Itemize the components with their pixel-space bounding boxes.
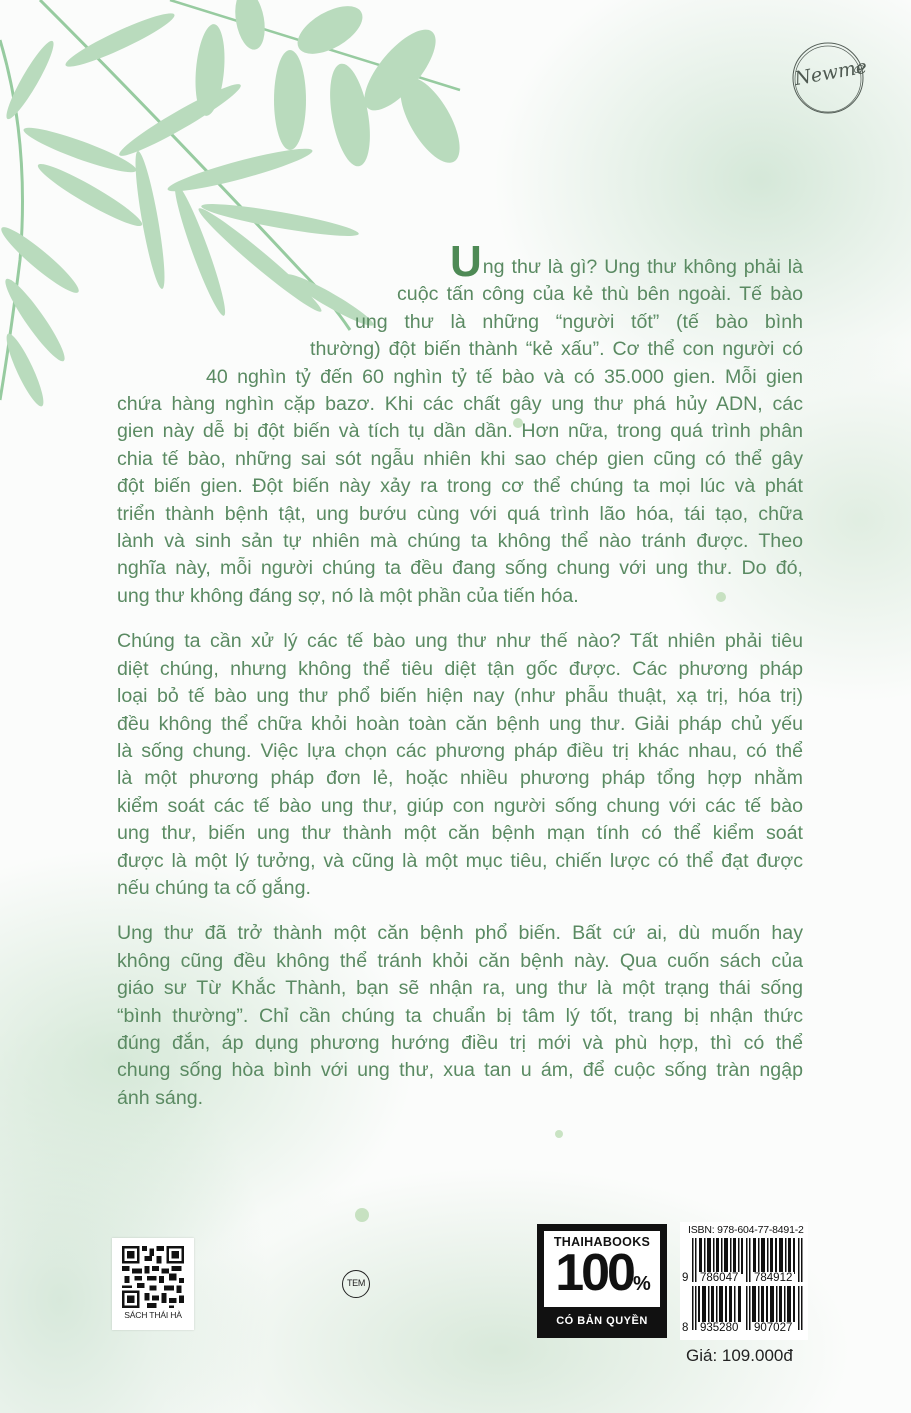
qr-caption: SÁCH THÁI HÀ <box>124 1310 182 1320</box>
copyright-badge <box>537 1224 667 1338</box>
barcode2-left: 935280 <box>700 1322 739 1334</box>
isbn-label: ISBN: 978-604-77-8491-2 <box>688 1224 804 1236</box>
qr-code-card[interactable] <box>112 1238 194 1330</box>
badge-percent: 100% <box>555 1244 651 1302</box>
isbn-barcode-block <box>680 1222 808 1340</box>
logo-text: Newme <box>792 55 869 91</box>
badge-strip: CÓ BẢN QUYỀN <box>540 1307 664 1335</box>
stamp-placeholder: TEM <box>342 1270 370 1298</box>
paragraph-1: Ung thư là gì? Ung thư không phải là cuộc tấn công của kẻ thù bên ngoài. Tế bào ung thư là những “người tốt” (tế bào bình thường) đột biến thành “kẻ xấu”. Cơ thể con người có 40 nghìn tỷ đến 60 nghìn tỷ tế bào và có 35.000 gien. Mỗi gien chứa hàng nghìn cặp bazơ. Khi các chất gây ung thư phá hủy ADN, các gien này dễ bị đột biến và tích tụ dần dần. Hơn nữa, trong quá trình phân chia tế bào, những sai sót ngẫu nhiên khi sao chép gien cũng có thể gây đột biến gien. Đột biến này xảy ra trong cơ thể chúng ta mọi lúc và phát triển thành bệnh tật, ung bướu cùng với quá trình lão hóa, tái tạo, chữa lành và sinh sản tự nhiên mà chúng ta không thể nào tránh được. Theo nghĩa này, mỗi người chúng ta đều đang sống chung với ung thư. Do đó, ung thư không đáng sợ, nó là một phần của tiến hóa. <box>117 237 803 607</box>
decorative-dot <box>555 1130 563 1138</box>
paragraph-3: Ung thư đã trở thành một căn bệnh phổ biến. Bất cứ ai, dù muốn hay không cũng đều không thể tránh khỏi căn bệnh này. Qua cuốn sách của giáo sư Từ Khắc Thành, bạn sẽ nhận ra, ung thư là một trạng thái sống “bình thường”. Chỉ cần chúng ta chuẩn bị tâm lý tốt, trang bị nhận thức đúng đắn, áp dụng phương hướng điều trị mới và phù hợp, thì có thể chung sống hòa bình với ung thư, xua tan u ám, để cuộc sống tràn ngập ánh sáng. <box>117 922 803 1109</box>
publisher-logo <box>790 40 869 116</box>
barcode1-right: 784912 <box>754 1272 793 1284</box>
barcode1-left: 786047 <box>700 1272 739 1284</box>
dropcap: U <box>450 237 482 286</box>
qr-code-icon <box>122 1246 184 1308</box>
badge-brand: THAIHABOOKS <box>553 1235 651 1249</box>
barcode2-lead: 8 <box>682 1322 689 1334</box>
price-label: Giá: 109.000đ <box>686 1346 793 1365</box>
barcode2-right: 907027 <box>754 1322 793 1334</box>
decorative-dot <box>355 1208 369 1222</box>
barcode1-lead: 9 <box>682 1272 689 1284</box>
paragraph-2: Chúng ta cần xử lý các tế bào ung thư như thế nào? Tất nhiên phải tiêu diệt chúng, nhưng không thể tiêu diệt tận gốc được. Các phương pháp loại bỏ tế bào ung thư phổ biến hiện nay (như phẫu thuật, xạ trị, hóa trị) đều không thể chữa khỏi hoàn toàn căn bệnh ung thư. Giải pháp chủ yếu là sống chung. Việc lựa chọn các phương pháp điều trị khác nhau, có thể là một phương pháp đơn lẻ, hoặc nhiều phương pháp tổng hợp nhằm kiểm soát các tế bào ung thư, giúp con người sống chung với các tế bào ung thư, biến ung thư thành một căn bệnh mạn tính có thể kiểm soát được là một lý tưởng, và cũng là một mục tiêu, chiến lược có thể đạt được nếu chúng ta cố gắng. <box>117 630 803 899</box>
back-cover-blurb <box>117 237 803 1130</box>
